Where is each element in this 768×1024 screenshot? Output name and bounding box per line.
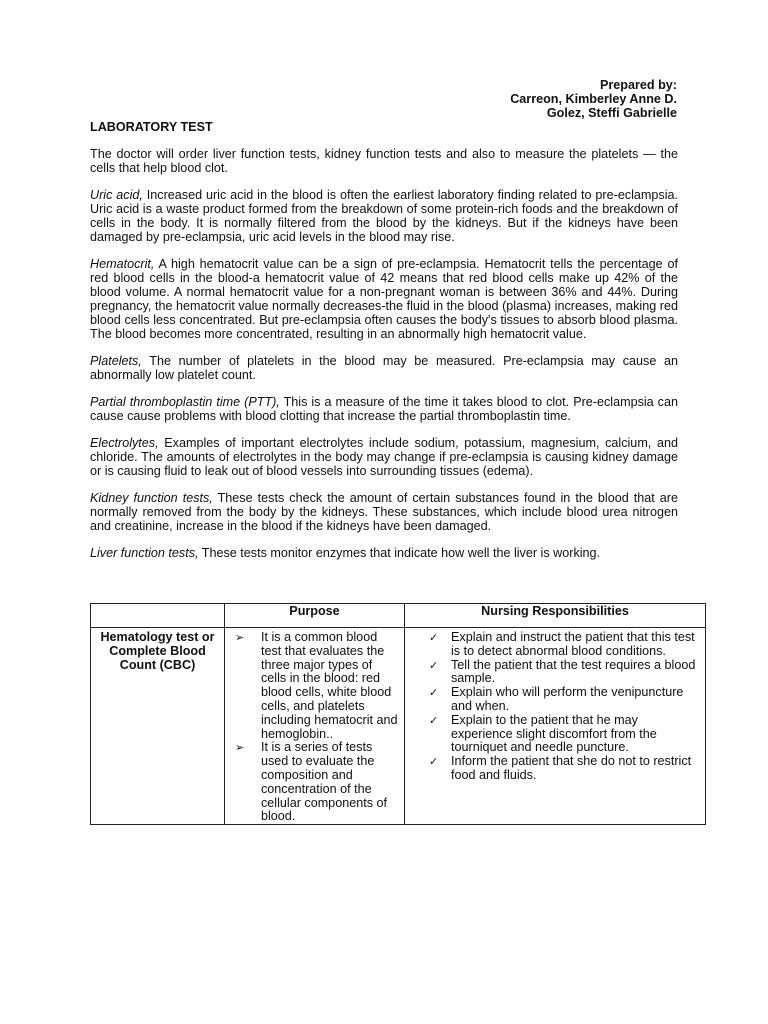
section-text: This is a measure of the time it takes blood to clot. Pre-eclampsia can cause cause problems with blood clotting that increase the partial thromboplastin time. — [90, 395, 678, 423]
table-header-row — [91, 604, 706, 628]
section-text: The number of platelets in the blood may be measured. Pre-eclampsia may cause an abnormally low platelet count. — [90, 354, 678, 382]
purpose-item: ➢ It is a series of tests used to evaluate the composition and concentration of the cellular components of blood. — [261, 741, 400, 824]
section-term: Partial thromboplastin time (PTT), — [90, 395, 280, 409]
document-heading: LABORATORY TEST — [90, 120, 213, 134]
section-term: Kidney function tests, — [90, 491, 213, 505]
purpose-item: ➢ It is a common blood test that evaluates the three major types of cells in the blood: red blood cells, white blood cells, and platelets including hematocrit and hemoglobin.. — [261, 631, 400, 741]
test-name-cell: Hematology test or Complete Blood Count (CBC) — [91, 628, 225, 825]
section-text: Increased uric acid in the blood is often the earliest laboratory finding related to pre-eclampsia. Uric acid is a waste product formed from the breakdown of some protein-rich foods and the breakdown of cells in the body. It is normally filtered from the blood by the kidneys. But if the kidneys have been damaged by pre-eclampsia, uric acid levels in the blood may rise. — [90, 188, 679, 244]
nursing-item: ✓ Explain to the patient that he may experience slight discomfort from the tourniquet and needle puncture. — [451, 714, 699, 755]
section-hematocrit — [90, 257, 678, 341]
section-uric-acid — [90, 188, 678, 244]
header-cell-nursing: Nursing Responsibilities — [405, 604, 706, 628]
section-electrolytes — [90, 436, 678, 478]
nursing-item: ✓ Tell the patient that the test requires a blood sample. — [451, 659, 699, 687]
document-body — [90, 120, 678, 573]
author-name: Golez, Steffi Gabrielle — [546, 106, 677, 120]
purpose-list — [225, 628, 404, 824]
section-term: Uric acid, — [90, 188, 143, 202]
nursing-list — [405, 628, 705, 783]
section-ptt — [90, 395, 678, 423]
section-term: Hematocrit, — [90, 257, 155, 271]
section-platelets — [90, 354, 678, 382]
nursing-cell — [405, 628, 706, 825]
prepared-by-label: Prepared by: — [600, 78, 677, 92]
section-text: These tests check the amount of certain substances found in the blood that are normally removed from the body by the kidneys. These substances, which include blood urea nitrogen and creatinine, increase in the blood if the kidneys have been damaged. — [90, 491, 678, 533]
header-cell-empty — [91, 604, 225, 628]
nursing-item: ✓ Explain who will perform the venipuncture and when. — [451, 686, 699, 714]
section-text: Examples of important electrolytes include sodium, potassium, magnesium, calcium, and chloride. The amounts of electrolytes in the body may change if pre-eclampsia is causing kidney damage or is causing fluid to leak out of blood vessels into surrounding tissues (edema). — [90, 436, 678, 478]
header-cell-purpose: Purpose — [225, 604, 405, 628]
section-text: A high hematocrit value can be a sign of pre-eclampsia. Hematocrit tells the percentage of red blood cells in the blood-a hematocrit value of 42 means that red blood cells make up 42% of the blood volume. A normal hematocrit value for a non-pregnant woman is between 36% and 44%. During pregnancy, the hematocrit value normally decreases-the fluid in the blood (plasma) increases, making red blood cells less concentrated. But pre-eclampsia often causes the body's tissues to absorb blood plasma. The blood becomes more concentrated, resulting in an abnormally high hematocrit value. — [90, 257, 678, 341]
section-term: Platelets, — [90, 354, 142, 368]
section-term: Liver function tests, — [90, 546, 199, 560]
intro-paragraph: The doctor will order liver function tests, kidney function tests and also to measure the platelets — the cells that help blood clot. — [90, 147, 678, 175]
section-text: These tests monitor enzymes that indicate how well the liver is working. — [198, 546, 601, 560]
section-term: Electrolytes, — [90, 436, 159, 450]
section-kidney-function — [90, 491, 678, 533]
lab-test-table — [90, 603, 706, 825]
table-row — [91, 628, 706, 825]
author-name: Carreon, Kimberley Anne D. — [510, 92, 677, 106]
nursing-item: ✓ Explain and instruct the patient that this test is to detect abnormal blood conditions. — [451, 631, 699, 659]
section-liver-function — [90, 546, 678, 560]
purpose-cell — [225, 628, 405, 825]
prepared-by-block — [510, 78, 677, 120]
nursing-item: ✓ Inform the patient that she do not to restrict food and fluids. — [451, 755, 699, 783]
